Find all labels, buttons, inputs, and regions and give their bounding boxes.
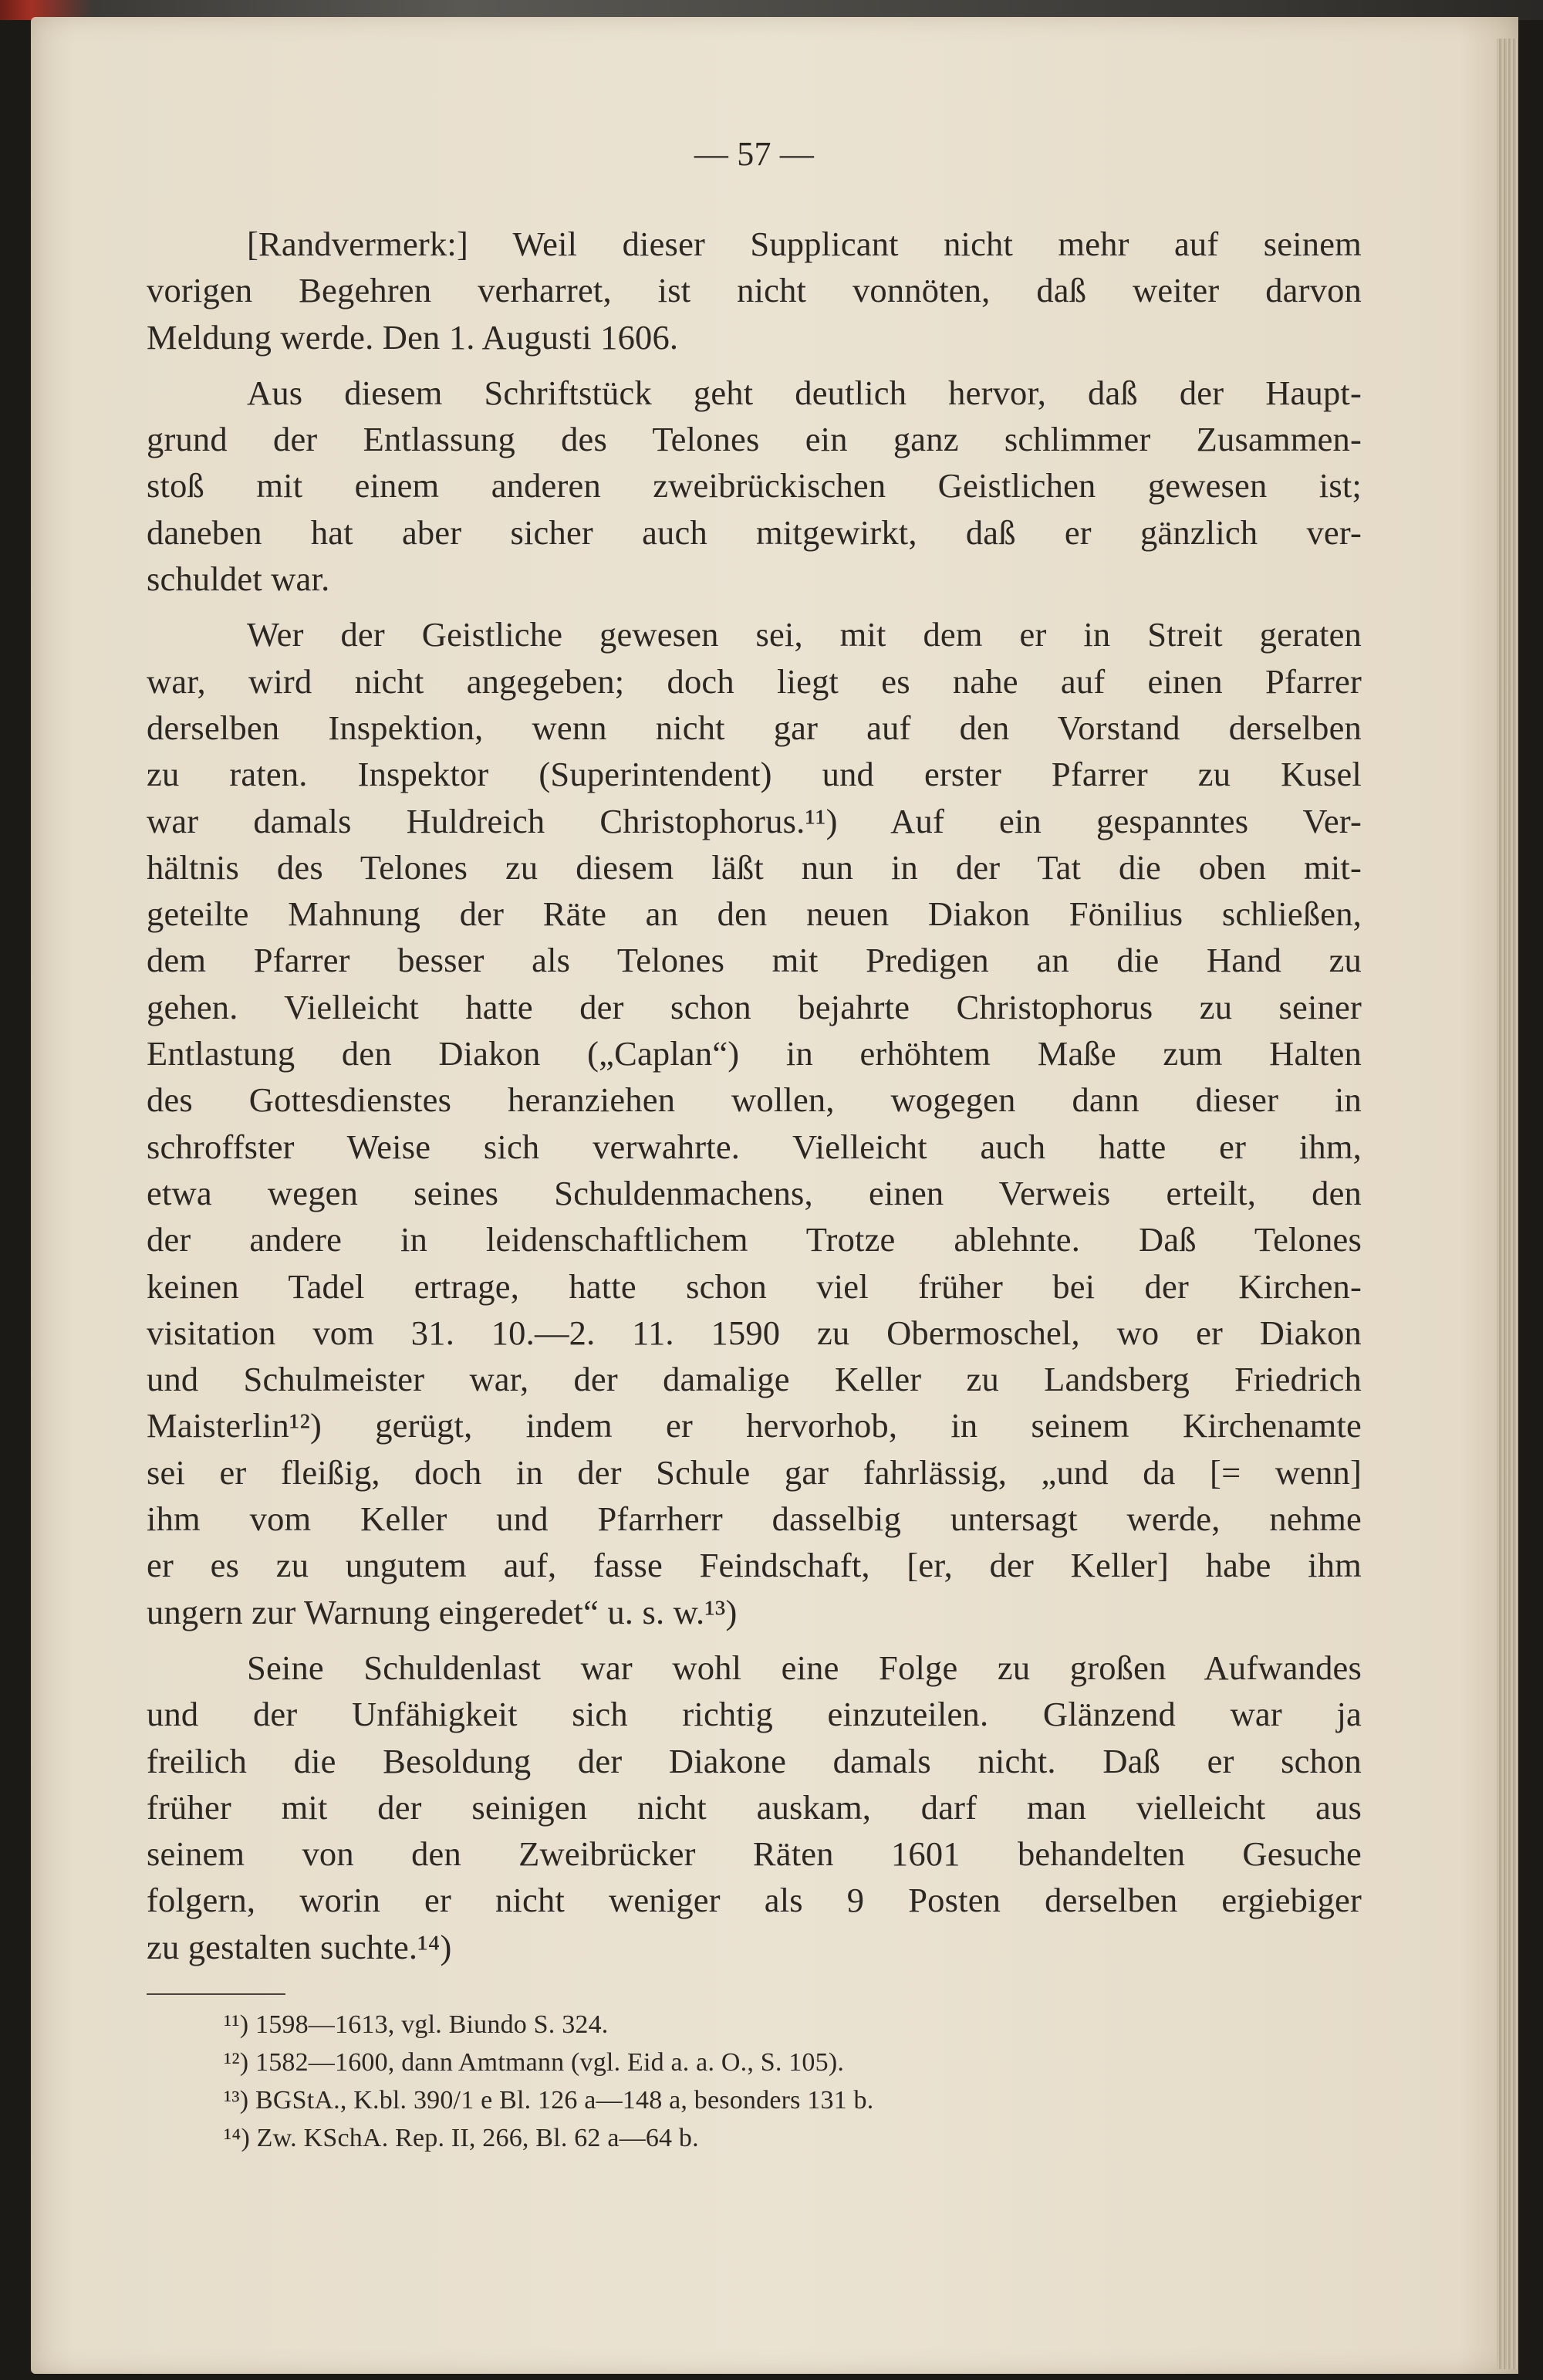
text-line: und der Unfähigkeit sich richtig einzuteilen. Glänzend war ja bbox=[147, 1695, 1362, 1734]
text-line: er es zu ungutem auf, fasse Feindschaft, [er, der Keller] habe ihm bbox=[147, 1546, 1362, 1585]
text-line: und Schulmeister war, der damalige Keller zu Landsberg Friedrich bbox=[147, 1360, 1362, 1399]
footnote-13: ¹³) BGStA., K.bl. 390/1 e Bl. 126 a—148 a, besonders 131 b. bbox=[224, 2085, 874, 2115]
text-line: des Gottesdienstes heranziehen wollen, wogegen dann dieser in bbox=[147, 1080, 1362, 1120]
text-line: zu raten. Inspektor (Superintendent) und erster Pfarrer zu Kusel bbox=[147, 755, 1362, 794]
text-line: sei er fleißig, doch in der Schule gar fahrlässig, „und da [= wenn] bbox=[147, 1452, 1362, 1492]
text-line: früher mit der seinigen nicht auskam, darf man vielleicht aus bbox=[147, 1787, 1362, 1827]
text-line: schroffster Weise sich verwahrte. Vielleicht auch hatte er ihm, bbox=[147, 1127, 1362, 1166]
paragraph-geistliche bbox=[147, 611, 1362, 1635]
text-line: dem Pfarrer besser als Telones mit Predigen an die Hand zu bbox=[147, 941, 1362, 980]
text-line: Meldung werde. Den 1. Augusti 1606. bbox=[147, 317, 679, 357]
text-line: freilich die Besoldung der Diakone damals nicht. Daß er schon bbox=[147, 1741, 1362, 1780]
text-line: war damals Huldreich Christophorus.¹¹) Auf ein gespanntes Ver- bbox=[147, 801, 1362, 840]
text-line: schuldet war. bbox=[147, 560, 330, 599]
text-line: Maisterlin¹²) gerügt, indem er hervorhob, in seinem Kirchenamte bbox=[147, 1406, 1362, 1445]
footnotes bbox=[147, 2006, 1362, 2157]
text-line: Entlastung den Diakon („Caplan“) in erhöhtem Maße zum Halten bbox=[147, 1034, 1362, 1073]
text-line: der andere in leidenschaftlichem Trotze ablehnte. Daß Telones bbox=[147, 1220, 1362, 1259]
text-line: visitation vom 31. 10.—2. 11. 1590 zu Obermoschel, wo er Diakon bbox=[147, 1313, 1362, 1352]
text-line: hältnis des Telones zu diesem läßt nun in der Tat die oben mit- bbox=[147, 847, 1362, 887]
page-fore-edge bbox=[1497, 39, 1518, 2369]
paragraph-randvermerk bbox=[147, 221, 1362, 360]
text-line: ihm vom Keller und Pfarrherr dasselbig untersagt werde, nehme bbox=[147, 1499, 1362, 1539]
paragraph-schuldenlast bbox=[147, 1645, 1362, 1970]
footnote-rule bbox=[147, 1993, 285, 1995]
text-line: folgern, worin er nicht weniger als 9 Posten derselben ergiebiger bbox=[147, 1881, 1362, 1920]
text-line: grund der Entlassung des Telones ein ganz schlimmer Zusammen- bbox=[147, 420, 1362, 459]
text-line: etwa wegen seines Schuldenmachens, einen Verweis erteilt, den bbox=[147, 1173, 1362, 1212]
page-number: — 57 — bbox=[694, 135, 815, 173]
text-line: Wer der Geistliche gewesen sei, mit dem er in Streit geraten bbox=[247, 615, 1362, 654]
footnote-14: ¹⁴) Zw. KSchA. Rep. II, 266, Bl. 62 a—64 b. bbox=[224, 2123, 699, 2152]
text-line: [Randvermerk:] Weil dieser Supplicant nicht mehr auf seinem bbox=[247, 225, 1362, 263]
footnote-12: ¹²) 1582—1600, dann Amtmann (vgl. Eid a. a. O., S. 105). bbox=[224, 2047, 845, 2077]
text-line: geteilte Mahnung der Räte an den neuen Diakon Fönilius schließen, bbox=[147, 894, 1362, 934]
page-content bbox=[147, 131, 1362, 2157]
text-line: Aus diesem Schriftstück geht deutlich hervor, daß der Haupt- bbox=[247, 373, 1362, 412]
text-line: ungern zur Warnung eingeredet“ u. s. w.¹³) bbox=[147, 1592, 738, 1631]
footnote-11: ¹¹) 1598—1613, vgl. Biundo S. 324. bbox=[224, 2010, 609, 2039]
text-line: keinen Tadel ertrage, hatte schon viel früher bei der Kirchen- bbox=[147, 1266, 1362, 1306]
text-line: war, wird nicht angegeben; doch liegt es nahe auf einen Pfarrer bbox=[147, 661, 1362, 701]
text-line: vorigen Begehren verharret, ist nicht vonnöten, daß weiter darvon bbox=[147, 271, 1362, 310]
text-line: seinem von den Zweibrücker Räten 1601 behandelten Gesuche bbox=[147, 1834, 1362, 1874]
text-line: stoß mit einem anderen zweibrückischen Geistlichen gewesen ist; bbox=[147, 466, 1362, 505]
paragraph-schriftstueck bbox=[147, 370, 1362, 602]
body-text bbox=[147, 221, 1362, 1970]
text-line: derselben Inspektion, wenn nicht gar auf den Vorstand derselben bbox=[147, 708, 1362, 747]
text-line: zu gestalten suchte.¹⁴) bbox=[147, 1927, 452, 1966]
text-line: gehen. Vielleicht hatte der schon bejahrte Christophorus zu seiner bbox=[147, 987, 1362, 1026]
text-line: Seine Schuldenlast war wohl eine Folge zu großen Aufwandes bbox=[247, 1648, 1362, 1687]
text-line: daneben hat aber sicher auch mitgewirkt, daß er gänzlich ver- bbox=[147, 512, 1362, 552]
